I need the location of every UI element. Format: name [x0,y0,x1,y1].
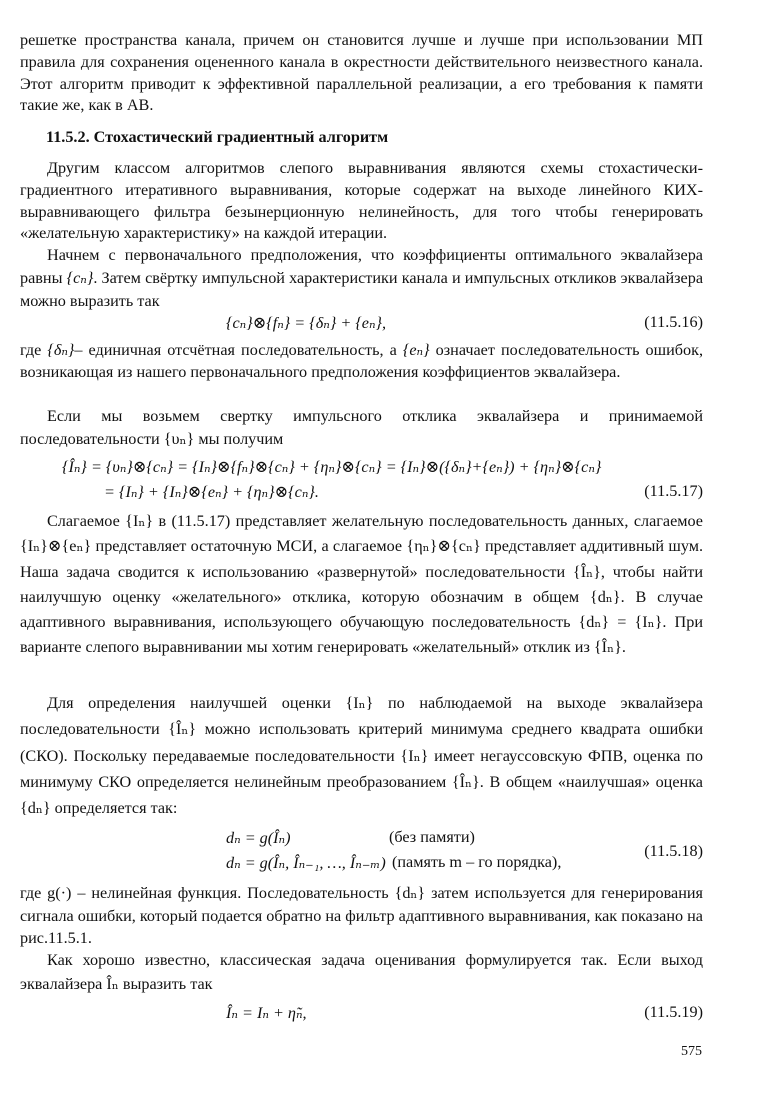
paragraph-1: решетке пространства канала, причем он становится лучше и лучше при использовании МП правила для сохранения оцененного канала в окрестности действительного неизвестного канала. Этот алгоритм приводит к эффективной параллельной реализации, а его требования к памяти такие же, как в АВ. [20,31,703,115]
delta-symbol: {δₙ} [47,341,75,359]
equation-number-17: (11.5.17) [644,482,703,500]
paragraph-5: Если мы возьмем свертку импульсного отклика эквалайзера и принимаемой последовательности {υₙ} мы получим [20,407,703,448]
equation-11-5-19: Îₙ = Iₙ + η̃ₙ, [226,1004,307,1022]
error-symbol: {eₙ} [402,341,430,359]
paragraph-7: Для определения наилучшей оценки {Iₙ} по наблюдаемой на выходе эквалайзера последовательности {Îₙ} можно использовать критерий минимума среднего квадрата ошибки (СКО). Поскольку передаваемые последовательности {Iₙ} имеет негауссовскую ФПВ, оценка по минимуму СКО определяется нелинейным преобразованием {Îₙ}. В общем «наилучшая» оценка {dₙ} определяется так: [20,694,703,818]
paragraph-8: где g(·) – нелинейная функция. Последовательность {dₙ} затем используется для генерирования сигнала ошибки, который подается обратно на фильтр адаптивного выравнивания, как показано на рис.11.5.1. [20,884,703,947]
paragraph-4 [20,339,703,383]
paragraph-9: Как хорошо известно, классическая задача оценивания формулируется так. Если выход эквалайзера Îₙ выразить так [20,951,703,993]
paragraph-6: Слагаемое {Iₙ} в (11.5.17) представляет желательную последовательность данных, слагаемое {Iₙ}⊗{eₙ} представляет остаточную МСИ, а слагаемое {ηₙ}⊗{cₙ} представляет аддитивный шум. Наша задача сводится к использованию «развернутой» последовательности {Îₙ}, чтобы найти наилучшую оценку «желательного» отклика, которую обозначим в общем {dₙ}. В случае адаптивного выравнивания, использующего обучающую последовательность {dₙ} = {Iₙ}. При варианте слепого выравнивании мы хотим генерировать «желательный» отклик из {Îₙ}. [20,512,703,657]
paragraph-4-text-a: где [20,341,42,359]
section-heading: 11.5.2. Стохастический градиентный алгоритм [46,128,389,146]
paragraph-3 [20,244,703,313]
paragraph-3-text-a: Начнем с первоначального предположения, что коэффициенты оптимального эквалайзера равны [20,246,703,287]
equation-11-5-17-line-1: {Îₙ} = {υₙ}⊗{cₙ} = {Iₙ}⊗{fₙ}⊗{cₙ} + {ηₙ}⊗{cₙ} = {Iₙ}⊗({δₙ}+{eₙ}) + {ηₙ}⊗{cₙ} [62,458,602,476]
page-number: 575 [681,1044,702,1059]
coeff-symbol: {cₙ} [66,269,94,287]
equation-11-5-16: {cₙ}⊗{fₙ} = {δₙ} + {eₙ}, [226,314,387,332]
equation-11-5-18-note-1: (без памяти) [389,828,475,846]
equation-11-5-17-line-2: = {Iₙ} + {Iₙ}⊗{eₙ} + {ηₙ}⊗{cₙ}. [104,483,319,501]
equation-number-16: (11.5.16) [644,313,703,331]
equation-11-5-18-note-2: (память m – го порядка), [392,853,562,871]
equation-number-18: (11.5.18) [644,842,703,860]
paragraph-2: Другим классом алгоритмов слепого выравнивания являются схемы стохастически-градиентного итеративного выравнивания, которые содержат на выходе линейного КИХ-выравнивающего фильтра безынерционную нелинейность, для того чтобы генерировать «желательную характеристику» на каждой итерации. [20,159,703,243]
paragraph-3-text-b: . Затем свёртку импульсной характеристики канала и импульсных откликов эквалайзера можно выразить так [20,269,703,310]
equation-11-5-18-line-1: dₙ = g(Îₙ) [226,829,291,847]
equation-11-5-18-line-2: dₙ = g(Îₙ, Îₙ₋₁, …, Îₙ₋ₘ) [226,854,386,872]
equation-number-19: (11.5.19) [644,1003,703,1021]
paragraph-4-text-c: означает последовательность ошибок, возникающая из нашего первоначального предположения коэффициентов эквалайзера. [20,341,703,381]
paragraph-4-text-b: – единичная отсчётная последовательность, а [74,341,397,359]
